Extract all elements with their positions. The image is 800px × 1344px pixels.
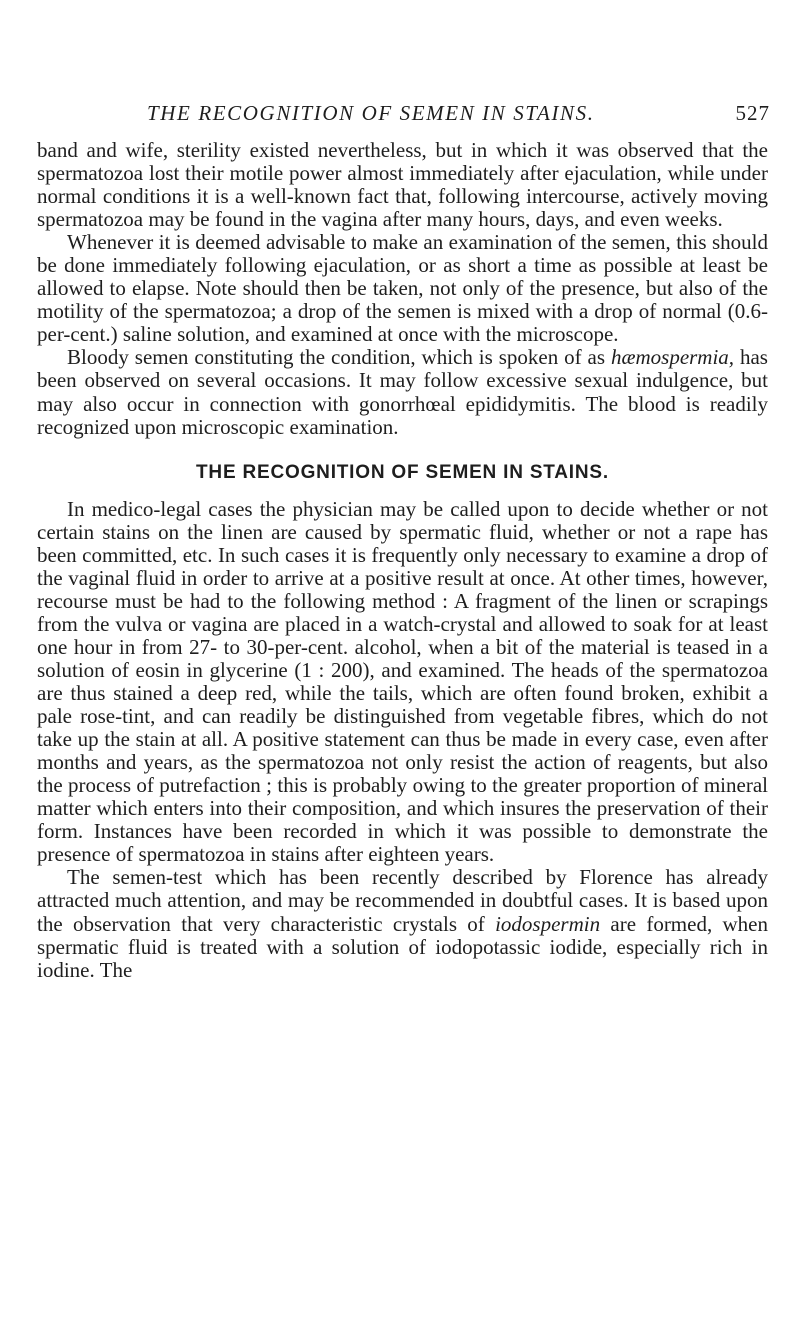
- paragraph-continued: band and wife, sterility existed nevertheless, but in which it was observed that the spermatozoa lost their motile power almost immediately after ejaculation, while under normal conditions it is a well-known fact that, following intercourse, actively moving spermatozoa may be found in the vagina after many hours, days, and even weeks.: [37, 138, 768, 232]
- section-heading: THE RECOGNITION OF SEMEN IN STAINS.: [196, 461, 609, 483]
- text-run: Bloody semen constituting the condition, which is spoken of as: [67, 345, 611, 370]
- paragraph-medico-legal: In medico-legal cases the physician may be called upon to decide whether or not certain stains on the linen are caused by spermatic fluid, whether or not a rape has been committed, etc. In such cases it is frequently only necessary to examine a drop of the vaginal fluid in order to arrive at a positive result at once. At other times, however, recourse must be had to the following method : A fragment of the linen or scrapings from the vulva or vagina are placed in a watch-crystal and allowed to soak for at least one hour in from 27- to 30-per-cent. alcohol, when a bit of the material is teased in a solution of eosin in glycerine (1 : 200), and examined. The heads of the spermatozoa are thus stained a deep red, while the tails, which are often found broken, exhibit a pale rose-tint, and can readily be distinguished from vegetable fibres, which do not take up the stain at all. A positive statement can thus be made in every case, even after months and years, as the spermatozoa not only resist the action of reagents, but also the process of putrefaction ; this is probably owing to the greater proportion of mineral matter which enters into their composition, and which insures the preservation of their form. Instances have been recorded in which it was possible to demonstrate the presence of spermatozoa in stains after eighteen years.: [37, 496, 768, 867]
- page-number: 527: [735, 101, 770, 125]
- text-run: The semen-test which has been recently described by Florence has already attracted much attention, and may be recommended in doubtful cases. It is based upon the observation that very characteristic crystals of: [37, 865, 768, 936]
- text-run: has been observed on several occasions. It may follow excessive sexual indulgence, but may also occur in connection with gonorrhœal epididymitis. The blood is readily recognized upon microscopic examination.: [37, 345, 768, 439]
- running-title: THE RECOGNITION OF SEMEN IN STAINS.: [147, 101, 595, 125]
- paragraph-florence-test: [37, 866, 768, 981]
- paragraph-haemospermia: [37, 346, 768, 438]
- italic-term-haemospermia: hæmospermia,: [610, 345, 735, 370]
- italic-term-iodospermin: iodospermin: [495, 911, 601, 936]
- body-text: [37, 139, 768, 982]
- text-run: are formed, when spermatic fluid is treated with a solution of iodopotassic iodide, especially rich in iodine. The: [37, 911, 769, 982]
- running-header: [0, 101, 800, 131]
- paragraph-semen-examination: Whenever it is deemed advisable to make an examination of the semen, this should be done immediately following ejaculation, or as short a time as possible at least be allowed to elapse. Note should then be taken, not only of the presence, but also of the motility of the spermatozoa; a drop of the semen is mixed with a drop of normal (0.6-per-cent.) saline solution, and examined at once with the microscope.: [37, 230, 768, 347]
